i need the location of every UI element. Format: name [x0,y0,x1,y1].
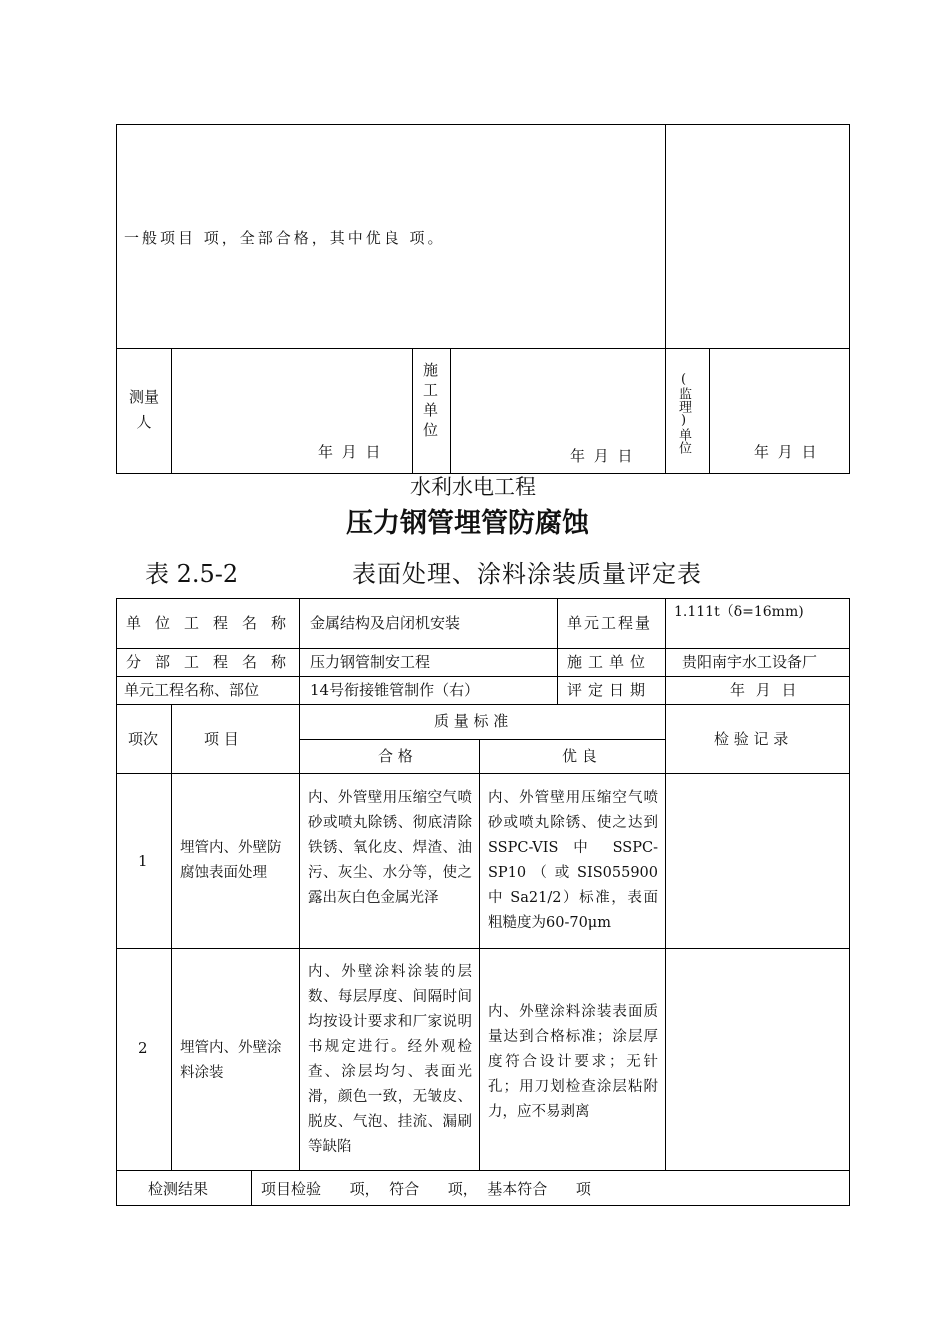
unit-quantity-label: 单元工程量 [567,614,653,632]
sub-project-value: 压力钢管制安工程 [310,653,431,671]
unit-project-value: 金属结构及启闭机安装 [310,614,461,632]
header-item: 项 目 [204,730,239,748]
row2-no: 2 [138,1039,148,1057]
element-name-value: 14号衔接锥管制作（右） [310,681,480,699]
header-quality-standard: 质 量 标 准 [434,712,509,730]
row1-qualified: 内、外管壁用压缩空气喷砂或喷丸除锈、彻底清除铁锈、氧化皮、焊渣、油污、灰尘、水分等，使之露出灰白色金属光泽 [308,790,472,906]
header-item-no: 项次 [128,730,159,748]
construction-unit-label: 施工单位 [567,653,652,671]
header-qualified: 合 格 [378,747,413,765]
result-value: 项目检验 项， 符合 项， 基本符合 项 [261,1180,591,1198]
header-inspection-record: 检 验 记 录 [714,730,789,748]
general-items-line: 一般项目 项，全部合格，其中优良 项。 [124,229,446,247]
construction-unit-value: 贵阳南宇水工设备厂 [682,653,818,671]
sub-project-label: 分部工程名称 [126,653,301,671]
unit-project-label: 单位工程名称 [126,614,301,632]
table-name: 表面处理、涂料涂装质量评定表 [352,560,702,588]
eval-date-label: 评定日期 [567,681,652,699]
element-name-label: 单元工程名称、部位 [124,681,260,699]
row2-excellent: 内、外壁涂料涂装表面质量达到合格标准；涂层厚度符合设计要求；无针孔；用刀划检查涂层粘附力，应不易剥离 [488,1004,658,1120]
measurer-label: 测量人 [128,388,159,431]
title-line2: 压力钢管埋管防腐蚀 [346,508,589,539]
measurer-date: 年 月 日 [318,443,383,461]
unit-quantity-value: 1.111t（δ=16mm) [674,604,804,620]
supervision-unit-label: (监理)单位 [676,372,691,454]
construction-date: 年 月 日 [570,447,635,465]
row1-no: 1 [138,852,148,870]
table-number: 表 2.5-2 [145,560,239,588]
row1-item: 埋管内、外壁防腐蚀表面处理 [180,840,282,881]
construction-unit-label: 施工单位 [421,362,439,442]
supervision-date: 年 月 日 [754,443,819,461]
row2-item: 埋管内、外壁涂料涂装 [180,1040,282,1081]
eval-date-value: 年 月 日 [730,681,800,699]
header-excellent: 优 良 [562,747,597,765]
row1-excellent: 内、外管壁用压缩空气喷砂或喷丸除锈、使之达到SSPC-VIS 中 SSPC-SP10 （ 或 SIS055900 中 Sa21/2）标准，表面粗糙度为60-70μm [488,790,658,931]
result-label: 检测结果 [148,1180,209,1198]
row2-qualified: 内、外壁涂料涂装的层数、每层厚度、间隔时间均按设计要求和厂家说明书规定进行。经外观检查、涂层均匀、表面光滑，颜色一致，无皱皮、脱皮、气泡、挂流、漏刷等缺陷 [308,964,472,1155]
title-line1: 水利水电工程 [410,475,536,499]
